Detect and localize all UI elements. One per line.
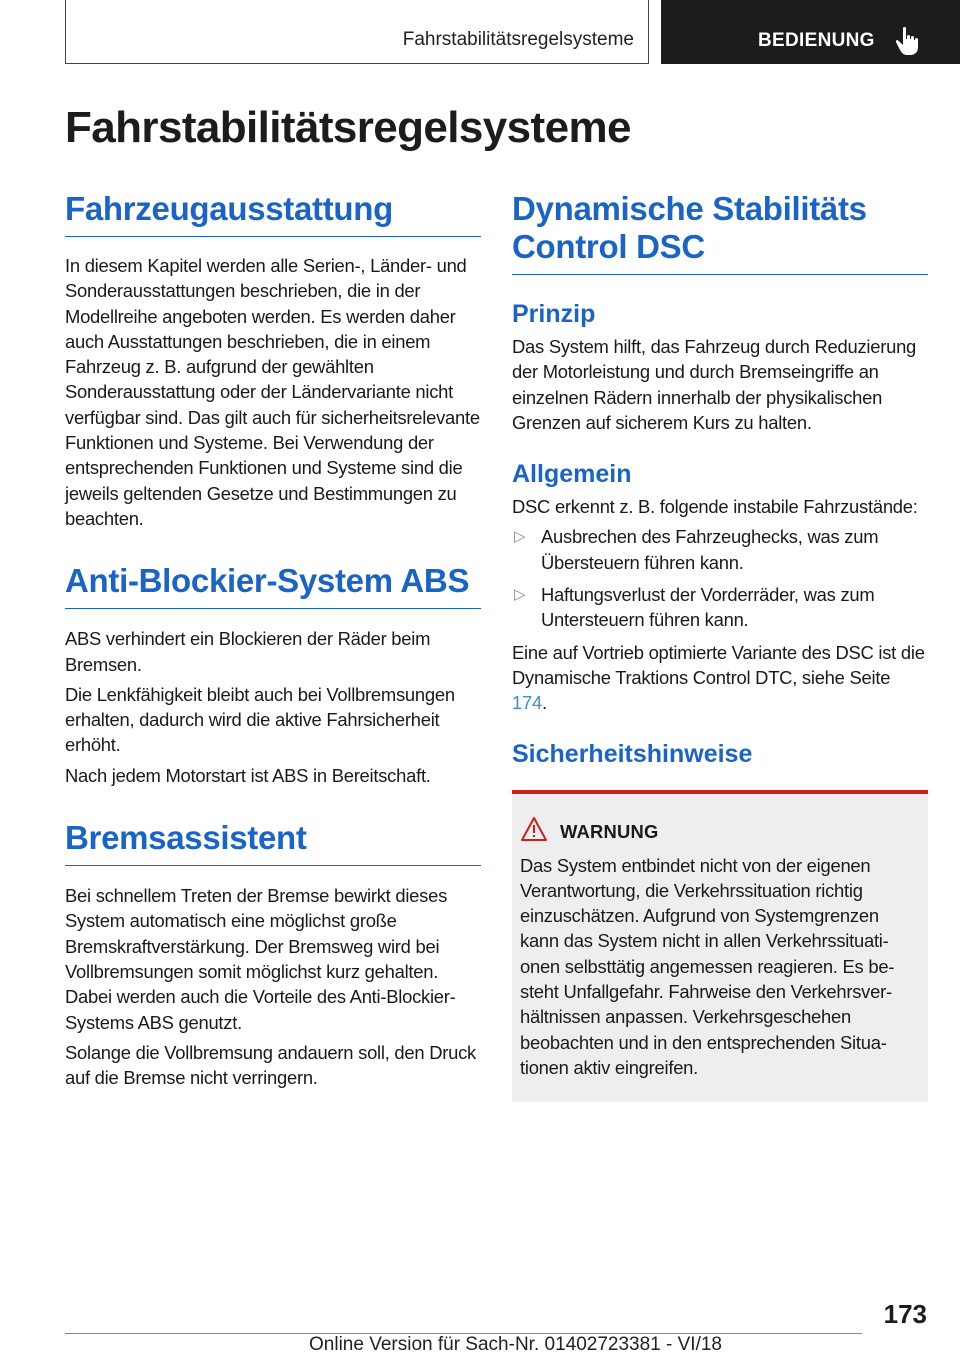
- bullet-triangle-icon: ▷: [514, 528, 526, 546]
- header-section-title: Fahrstabilitätsregelsysteme: [402, 29, 634, 50]
- left-column: [65, 190, 481, 1090]
- subheading-principle: Prinzip: [512, 300, 596, 328]
- pointing-hand-icon: [895, 26, 919, 56]
- abs-paragraph-2: Die Lenkfähigkeit bleibt auch bei Vollbremsungen erhalten, dadurch wird die aktive Fahrsicherheit erhöht.: [65, 683, 455, 756]
- page-number: 173: [883, 1299, 927, 1329]
- section-heading-equipment: Fahrzeugausstattung: [65, 190, 481, 237]
- abs-paragraph-1: ABS verhindert ein Blockieren der Räder beim Bremsen.: [65, 628, 431, 675]
- general-paragraph-2: [512, 640, 928, 716]
- warning-header: [560, 820, 920, 844]
- header-section-tab: [65, 0, 649, 64]
- subheading-safety: Sicherheitshinweise: [512, 739, 753, 768]
- dtc-reference-text: Eine auf Vortrieb optimierte Variante des DSC ist die Dynamische Traktions Control DTC, siehe Seite: [512, 641, 925, 688]
- footer-text: Online Version für Sach-Nr. 01402723381 - VI/18: [309, 1334, 722, 1355]
- section-heading-dsc: Dynamische Stabilitäts Control DSC: [512, 190, 928, 275]
- equipment-paragraph: In diesem Kapitel werden alle Serien-, Länder- und Sonderausstattungen beschrieben, die in der Modellreihe angeboten werden. Es werden daher auch Ausstattungen beschrieben, die in einem Fahrzeug z. B. aufgrund der gewählten Sonderausstattung oder der Ländervariante nicht verfügbar sind. Das gilt auch für sicherheitsrelevante Funktionen und Systeme. Bei Verwendung der entsprechenden Funktionen und Systeme sind die jeweils geltenden Gesetze und Bestimmungen zu beachten.: [65, 255, 480, 529]
- list-item-text: Ausbrechen des Fahrzeughecks, was zum Übersteuern führen kann.: [541, 526, 879, 573]
- warning-text: Das System entbindet nicht von der eigenen Verantwortung, die Verkehrssituation richtig einzuschätzen. Aufgrund von Systemgrenzen kann das System nicht in allen Verkehrssituationen selbsttätig angemessen reagieren. Es besteht Unfallgefahr. Fahrweise den Verkehrsverhältnissen anpassen. Verkehrsgeschehen beobachten und in den entsprechenden Situationen aktiv eingreifen.: [520, 854, 895, 1078]
- section-heading-abs: Anti-Blockier-System ABS: [65, 562, 481, 609]
- general-paragraph-1: DSC erkennt z. B. folgende instabile Fahrzustände:: [512, 496, 918, 518]
- list-item: [512, 582, 928, 633]
- principle-paragraph: Das System hilft, das Fahrzeug durch Reduzierung der Motorleistung und durch Bremseingriffe an einzelnen Rädern innerhalb der physikalischen Grenzen auf sicherem Kurs zu halten.: [512, 336, 917, 433]
- abs-paragraph-3: Nach jedem Motorstart ist ABS in Bereitschaft.: [65, 764, 431, 786]
- header-chapter-tab: [661, 0, 960, 64]
- bullet-triangle-icon: ▷: [514, 586, 526, 604]
- warning-label: WARNUNG: [560, 820, 659, 842]
- header-chapter-title: BEDIENUNG: [758, 30, 875, 51]
- page-reference-link[interactable]: 174: [512, 692, 542, 714]
- list-item-text: Haftungsverlust der Vorderräder, was zum Untersteuern führen kann.: [541, 584, 875, 631]
- right-column: [512, 190, 928, 1102]
- warning-triangle-icon: [520, 816, 548, 842]
- brake-assist-paragraph-1: Bei schnellem Treten der Bremse bewirkt dieses System automatisch eine möglichst große Bremskraftverstärkung. Der Bremsweg wird bei Vollbremsungen somit möglichst kurz gehalten. Dabei werden auch die Vorteile des Anti-Blockier-Systems ABS genutzt.: [65, 885, 456, 1033]
- subheading-general: Allgemein: [512, 460, 632, 489]
- brake-assist-paragraph-2: Solange die Vollbremsung andauern soll, den Druck auf die Bremse nicht verringern.: [65, 1041, 477, 1089]
- page-title: Fahrstabilitätsregelsysteme: [65, 103, 631, 152]
- reference-period: .: [541, 692, 547, 714]
- warning-box: [512, 790, 928, 1103]
- list-item: [512, 524, 928, 575]
- section-heading-brake-assist: Bremsassistent: [65, 819, 481, 866]
